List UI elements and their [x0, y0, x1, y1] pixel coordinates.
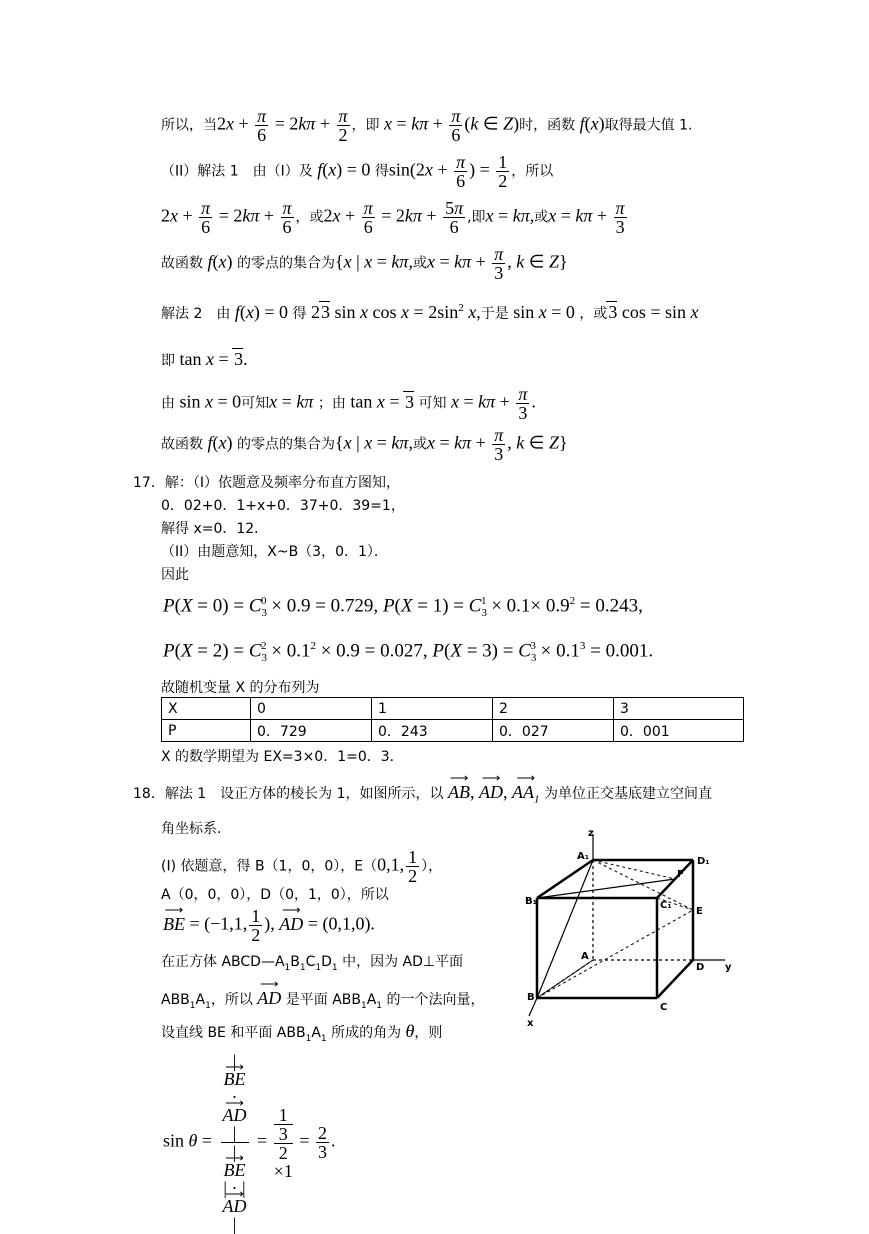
- problem-17-result: 解得 x=0．12．: [161, 521, 269, 537]
- solution-line-tan: 即 tan x = 3.: [161, 349, 248, 369]
- problem-18-normal: $ABB_1A_1$，所以 ⟶ AD 是平面 $ABB_1A_1$ 的一个法向量，: [161, 988, 484, 1011]
- distribution-caption: 故随机变量 X 的分布列为: [161, 680, 320, 696]
- table-cell: 0．027: [493, 720, 614, 742]
- label-y: y: [725, 962, 732, 973]
- problem-18-sine: sin θ = | ⟶ BE · ⟶ AD | | ⟶ BE | · | ⟶ AD | = 1 3 2 ×1 = $\frac{2}{3}$ .: [163, 1052, 335, 1233]
- label-b: B: [527, 992, 535, 1003]
- label-d1: D₁: [697, 856, 710, 867]
- table-row: [162, 720, 744, 742]
- problem-18-points-1: (I) 依题意，得 B（1，0，0），E（0,1, $\frac{1}{2}$ ），: [161, 847, 443, 886]
- probability-formula-1: $P(X = 0) = C_3^0 \times 0.9 = 0.729$, $P(X = 1) = C_3^1 \times 0.1\times 0.9^2 = 0.243$,: [163, 595, 643, 620]
- table-cell: 1: [372, 698, 493, 720]
- label-c: C: [660, 1002, 668, 1013]
- solution-line-max-value: 所以，当2x + $\frac{\pi}{6}$ = 2kπ + $\frac{\pi}{2}$ ，即 x = kπ + $\frac{\pi}{6}$ (k ∈ Z)时，函数 f(x)取得最大值 1.: [161, 106, 693, 145]
- solution-line-cases: 2x + $\frac{\pi}{6}$ = 2kπ + $\frac{\pi}{6}$ ，或2x + $\frac{\pi}{6}$ = 2kπ + $\frac{5\pi}{6}$ ,即x = kπ,或x = kπ + $\frac{\pi}{3}$: [161, 198, 625, 237]
- solution-line-method1: （II）解法 1 由（I）及 f(x) = 0 得sin(2x + $\frac{\pi}{6}$ ) = $\frac{1}{2}$ ，所以: [161, 152, 554, 191]
- label-e: E: [696, 906, 703, 917]
- table-cell: X: [162, 698, 251, 720]
- label-b1: B₁: [525, 896, 538, 907]
- probability-formula-2: $P(X = 2) = C_3^2 \times 0.1^2 \times 0.9 = 0.027$, $P(X = 3) = C_3^3 \times 0.1^3 = 0.001$.: [163, 640, 654, 665]
- problem-17-equation: 0．02+0．1+x+0．37+0．39=1，: [161, 498, 405, 514]
- table-row: [162, 698, 744, 720]
- label-a: A: [581, 951, 589, 962]
- label-c1: C₁: [660, 900, 672, 911]
- problem-18-angle: 设直线 BE 和平面 $ABB_1A_1$ 所成的角为 θ，则: [161, 1021, 443, 1044]
- problem-18-vectors: ⟶ BE = (−1,1, $\frac{1}{2}$ ), ⟶ AD = (0,1,0).: [163, 907, 375, 944]
- table-cell: P: [162, 720, 251, 742]
- cube-figure: [527, 828, 747, 1034]
- label-a1: A₁: [577, 851, 590, 862]
- problem-17-therefore: 因此: [161, 567, 189, 583]
- label-x: x: [527, 1018, 534, 1029]
- table-cell: 0: [251, 698, 372, 720]
- problem-18-heading: 18．解法 1 设正方体的棱长为 1，如图所示，以 ⟶ AB, ⟶ AD, ⟶ $AA_1$ 为单位正交基底建立空间直: [133, 782, 712, 806]
- problem-18-cube: 在正方体 $ABCD—A_1B_1C_1D_1$ 中，因为 AD⊥平面: [161, 954, 464, 973]
- solution-line-method2: 解法 2 由 f(x) = 0 得 23 sin x $\cos x = 2\sin^2$ x,于是 sin x = 0 ，或3 cos = sin x: [161, 302, 699, 322]
- expectation-line: X 的数学期望为 EX=3×0．1=0．3．: [161, 749, 404, 765]
- problem-18-points-2: A（0，0，0），D（0，1，0），所以: [161, 887, 389, 903]
- label-d: D: [696, 962, 705, 973]
- solution-line-derive: 由 sin x = 0可知x = kπ ；由 tan x = 3 可知 x = kπ + $\frac{\pi}{3}$ .: [161, 384, 536, 423]
- table-cell: 0．243: [372, 720, 493, 742]
- problem-17-heading: 17．解：（I）依题意及频率分布直方图知，: [133, 475, 400, 491]
- problem-17-distribution: （II）由题意知，X~B（3，0．1）．: [161, 544, 388, 560]
- table-cell: 3: [614, 698, 744, 720]
- label-f: F: [677, 869, 684, 880]
- problem-18-coordinate: 角坐标系.: [161, 821, 222, 837]
- label-z: z: [588, 828, 594, 839]
- table-cell: 2: [493, 698, 614, 720]
- table-cell: 0．729: [251, 720, 372, 742]
- table-cell: 0．001: [614, 720, 744, 742]
- solution-line-zero-set-1: 故函数 f(x) 的零点的集合为{x | x = kπ,或x = kπ + $\frac{\pi}{3}$ , k ∈ Z}: [161, 244, 568, 283]
- distribution-table: [161, 697, 744, 742]
- solution-line-zero-set-2: 故函数 f(x) 的零点的集合为{x | x = kπ,或x = kπ + $\frac{\pi}{3}$ , k ∈ Z}: [161, 425, 568, 464]
